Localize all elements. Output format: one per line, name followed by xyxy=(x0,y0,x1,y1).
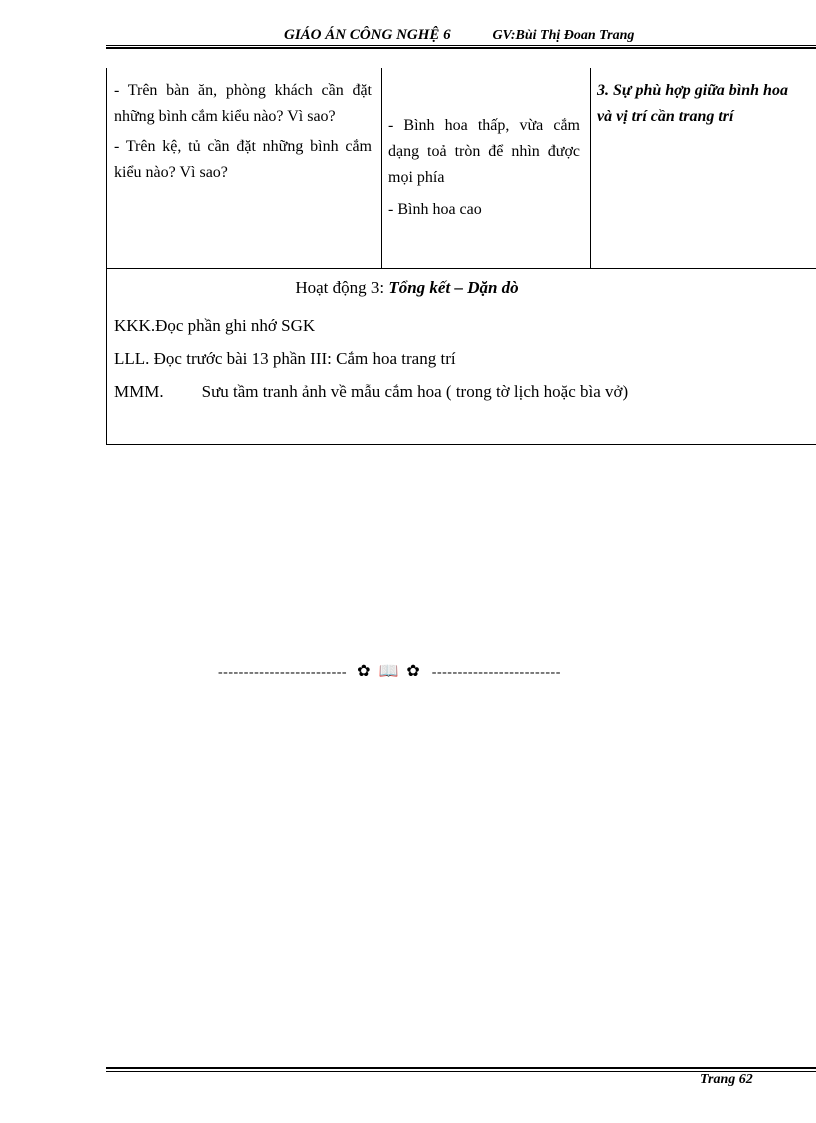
task-text: Sưu tầm tranh ảnh về mẫu cắm hoa ( trong tờ lịch hoặc bìa vở) xyxy=(201,382,629,401)
divider-dashes-left: ------------------------- xyxy=(218,665,348,680)
answer-2: - Bình hoa cao xyxy=(388,200,482,218)
lesson-table xyxy=(106,68,816,445)
task-item xyxy=(114,382,628,402)
column-divider-1 xyxy=(381,68,382,268)
question-2: - Trên kệ, tủ cần đặt những bình cắm kiểu nào? Vì sao? xyxy=(114,137,372,181)
activity-label: Hoạt động 3: xyxy=(295,278,385,297)
task-marker: KKK. xyxy=(114,316,156,335)
student-answers-cell xyxy=(388,113,580,229)
content-line-2: và vị trí cần trang trí xyxy=(597,107,734,125)
column-divider-2 xyxy=(590,68,591,268)
book-ornament-icon: ✿ 📖 ✿ xyxy=(357,663,422,680)
task-text: Đọc phần ghi nhớ SGK xyxy=(155,316,316,335)
lesson-content-cell xyxy=(597,78,816,130)
footer-rule-bold xyxy=(106,1067,816,1069)
header-rule xyxy=(106,45,816,46)
header-author: GV:Bùi Thị Đoan Trang xyxy=(492,28,635,43)
task-marker: MMM. xyxy=(114,382,164,401)
task-text: Đọc trước bài 13 phần III: Cắm hoa trang trí xyxy=(153,349,456,368)
page-header xyxy=(284,27,634,44)
content-line-1: 3. Sự phù hợp giữa bình hoa xyxy=(597,82,788,99)
question-1: - Trên bàn ăn, phòng khách cần đặt những bình cắm kiểu nào? Vì sao? xyxy=(114,82,372,125)
task-item xyxy=(114,316,315,336)
answer-1: - Bình hoa thấp, vừa cắm dạng toả tròn để nhìn được mọi phía xyxy=(388,117,580,186)
row-divider xyxy=(107,268,816,269)
header-title: GIÁO ÁN CÔNG NGHỆ 6 xyxy=(284,27,451,43)
task-marker: LLL. xyxy=(114,349,150,368)
task-item xyxy=(114,349,456,369)
activity-heading xyxy=(107,278,707,298)
header-rule-bold xyxy=(106,47,816,49)
section-divider xyxy=(218,661,561,681)
teacher-questions-cell xyxy=(114,78,372,190)
page-number: Trang 62 xyxy=(700,1072,753,1087)
divider-dashes-right: ------------------------- xyxy=(431,665,561,680)
activity-name: Tổng kết – Dặn dò xyxy=(388,278,519,297)
